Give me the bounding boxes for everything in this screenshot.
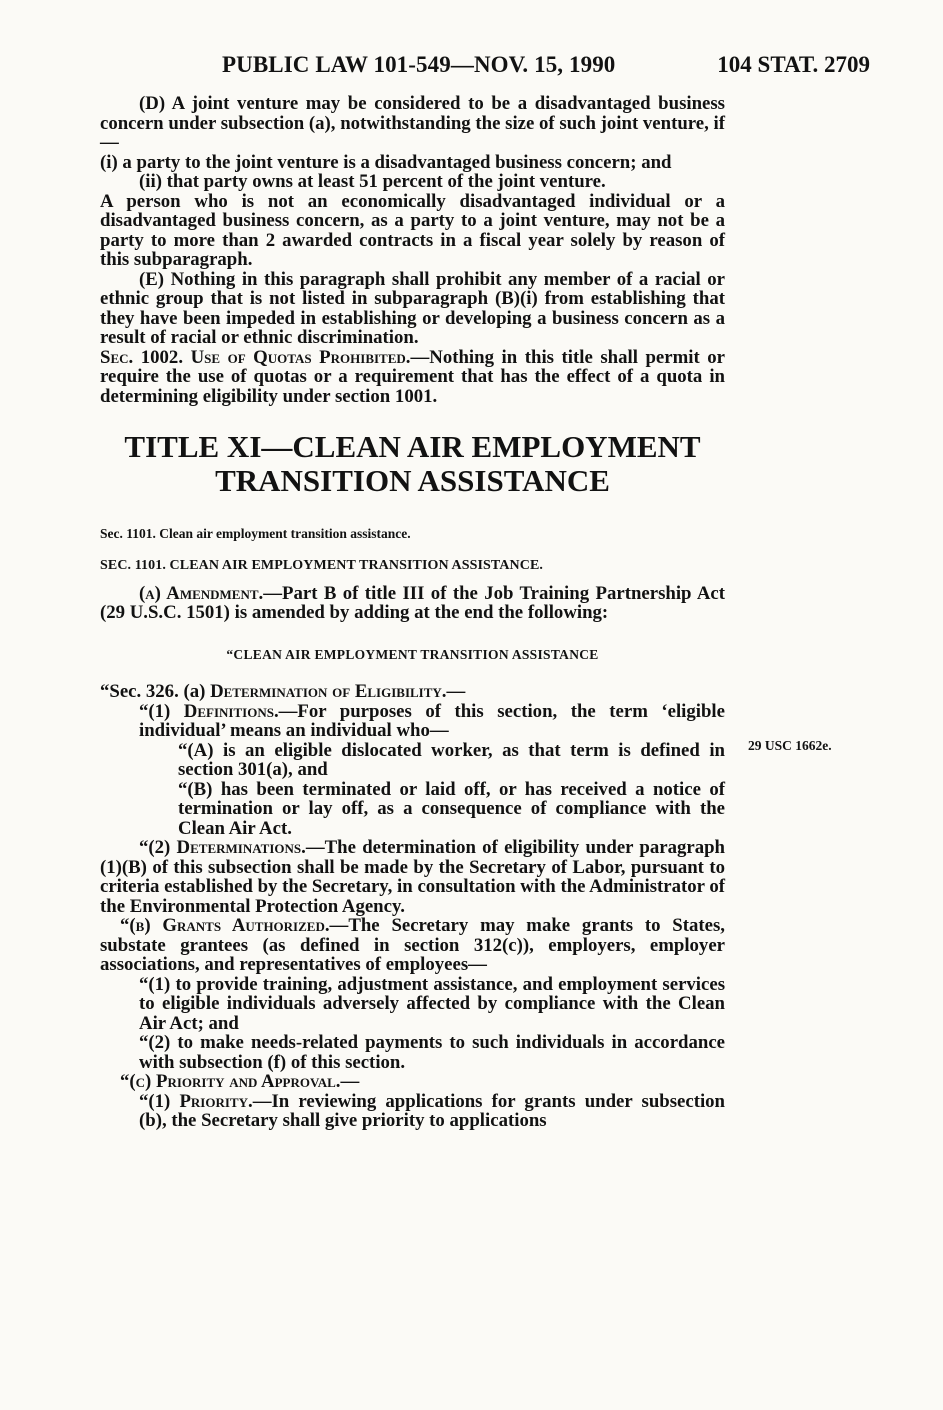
- determinations-label: “(2) Determinations.: [139, 837, 306, 858]
- title-line-2: TRANSITION ASSISTANCE: [215, 463, 610, 498]
- amendment-label: (a) Amendment.: [139, 582, 264, 604]
- table-of-contents-entry: Sec. 1101. Clean air employment transition assistance.: [100, 526, 411, 541]
- determinations-text: —The determination of eligibility under paragraph (1)(B) of this subsection shall be made by the Secretary of Labor, pursuant to criteria established by the Secretary, in consultation with the Administrator of the Environmental Protection Agency.: [100, 837, 725, 917]
- paragraph-d-i: [100, 153, 725, 173]
- section-326-prefix: “Sec. 326. (a): [100, 681, 211, 702]
- paragraph-d-i-text: (i) a party to the joint venture is a disadvantaged business concern; and: [100, 151, 672, 173]
- paragraph-person: A person who is not an economically disadvantaged individual or a disadvantaged business concern, as a party to a joint venture, may not be a party to more than 2 awarded contracts in a fiscal year solely by reason of this subparagraph.: [100, 190, 725, 270]
- section-326-heading: [100, 682, 725, 702]
- page-header: [0, 52, 943, 82]
- definitions-label: “(1) Definitions.: [139, 700, 279, 722]
- priority-heading: [100, 1072, 725, 1092]
- definitions-paragraph: [100, 702, 725, 741]
- inserted-section-heading: “CLEAN AIR EMPLOYMENT TRANSITION ASSISTANCE: [226, 646, 599, 662]
- priority-label: “(1) Priority.: [139, 1090, 253, 1112]
- title-heading: [100, 430, 725, 498]
- amendment-paragraph: [100, 584, 725, 623]
- priority-paragraph: [100, 1092, 725, 1131]
- section-1002-label: Sec. 1002. Use of Quotas Prohibited.: [100, 346, 411, 368]
- section-heading: SEC. 1101. CLEAN AIR EMPLOYMENT TRANSITION ASSISTANCE.: [100, 558, 544, 573]
- grants-text: —The Secretary may make grants to States, substate grantees (as defined in section 312(c)), employers, employer associations, and representatives of employees—: [100, 915, 725, 975]
- section-326-suffix: —: [446, 681, 466, 702]
- definitions-a: “(A) is an eligible dislocated worker, as that term is defined in section 301(a), and: [178, 739, 725, 780]
- paragraph-d: (D) A joint venture may be considered to be a disadvantaged business concern under subsection (a), notwithstanding the size of such joint venture, if—: [100, 93, 725, 153]
- grants-item-2: “(2) to make needs-related payments to such individuals in accordance with subsection (f) of this section.: [139, 1032, 725, 1073]
- document-body: [100, 94, 725, 1131]
- definitions-b: “(B) has been terminated or laid off, or has received a notice of termination or lay off, as a consequence of compliance with the Clean Air Act.: [178, 778, 725, 839]
- paragraph-e: (E) Nothing in this paragraph shall prohibit any member of a racial or ethnic group that is not listed in subparagraph (B)(i) from establishing that they have been impeded in establishing or developing a business concern as a result of racial or ethnic discrimination.: [100, 268, 725, 348]
- priority-approval-suffix: —: [340, 1071, 360, 1092]
- section-326-label: Determination of Eligibility.: [210, 681, 447, 702]
- priority-approval-label: “(c) Priority and Approval.: [120, 1071, 341, 1092]
- section-1002-text: —Nothing in this title shall permit or require the use of quotas or a requirement that has the effect of a quota in determining eligibility under section 1001.: [100, 346, 726, 407]
- section-1002: [100, 348, 725, 407]
- paragraph-d-ii: (ii) that party owns at least 51 percent of the joint venture.: [139, 171, 606, 192]
- margin-note: 29 USC 1662e.: [748, 738, 832, 753]
- header-citation: PUBLIC LAW 101-549—NOV. 15, 1990: [222, 52, 616, 77]
- amendment-text: —Part B of title III of the Job Training Partnership Act (29 U.S.C. 1501) is amended by adding at the end the following:: [100, 582, 725, 623]
- grants-item-1: “(1) to provide training, adjustment assistance, and employment services to eligible individuals adversely affected by compliance with the Clean Air Act; and: [139, 973, 725, 1034]
- header-stat-page: 104 STAT. 2709: [717, 52, 870, 77]
- definitions-text: —For purposes of this section, the term ‘eligible individual’ means an individual who—: [139, 700, 725, 741]
- priority-text: —In reviewing applications for grants under subsection (b), the Secretary shall give priority to applications: [139, 1090, 726, 1131]
- determinations-paragraph: [100, 838, 725, 916]
- title-line-1: TITLE XI—CLEAN AIR EMPLOYMENT: [124, 429, 701, 464]
- grants-label: “(b) Grants Authorized.: [120, 915, 330, 936]
- grants-paragraph: [100, 916, 725, 975]
